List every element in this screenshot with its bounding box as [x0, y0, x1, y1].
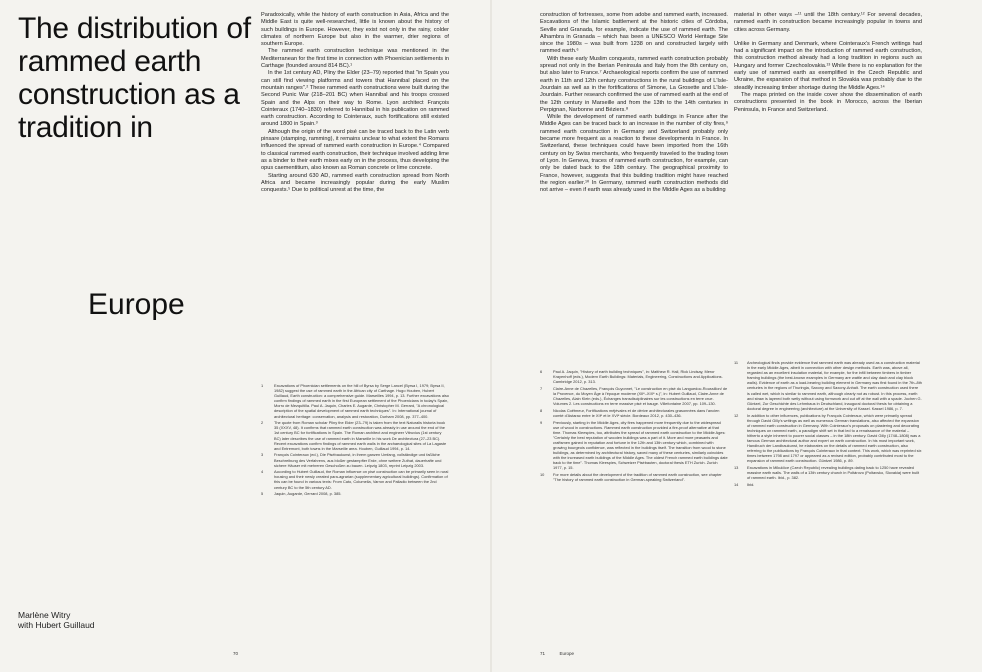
footnote: 7 Claire-Anne de Chazelles, François Guyonnet, "Le construction en pisé du Languedoc-Roussillon/ de la Provence, du Moyen Âge à l'époque moderne (XIIᵉ–XIXᵉ s.)", in: Hubert Guillaud, Claire-Anne de Chazelles, Alain Klein (eds.), Échanges transdisciplinaires sur les constructions en terre crue. Volumes 2. Les constructions en terre massive pisé et bauge. Villefontaine 2007, pp. 109–130. — [540, 385, 728, 407]
body-paragraph: While the development of rammed earth buildings in France after the Middle Ages can be traced back to an increase in the number of city fires,⁹ rammed earth construction in Germany and Switzerland probably only became more frequent as a reaction to these developments in France. In Switzerland, these techniques could have been imported from the 16th century on by Swiss merchants, who frequently traveled to the trading town of Lyon. In Geneva, traces of rammed earth construction, for example, can only be dated back to the 18th century. The geographical proximity to France, however, suggests that this building tradition might have reached the region earlier.¹⁰ In Germany, rammed earth construction methods did not arrive – even if earth was already used in the Middle Ages as a building — [540, 114, 728, 194]
running-head: Europe — [559, 651, 575, 656]
right-body-column-1 — [540, 12, 728, 194]
footnote: 13 Excavations in Mǐkulčice (Czech Republic) revealing buildings dating back to 1250 have revealed massive earth walls. The walls of a 13th century church in Poltárovo (Poltavsko, Slovakia) were built of rammed earth. Ibid., p. 382. — [734, 465, 920, 481]
author-credit — [18, 610, 95, 630]
footnote: 11 Archeological finds provide evidence that rammed earth was already used as a construction material in the early Middle Ages, albeit in connection with other design methods. Earth was, above all, regarded as an excellent insulation material, for example, for the infill between timbers in timber framing buildings (the best-known examples in Germany are wattle and clay daub and clay block walls). Evidence of earth as a load-bearing building element in Germany was first found in the 7th–8th centuries in the regions of Thuringia, Saxony and Saxony-Anhalt. The earth construction used there is called wet, which is similar to rammed earth, although clearly not as robust. In this process, earth and straw is layered both wetly without using formwork and cut off at the wall with a spade. Jochen G. Güntzel, Zur Geschichte des Lehmbaus in Deutschland, inaugural doctoral thesis for obtaining a doctoral degree in engineering (architecture) at the University of Kassel. Kassel 1986, p. 7. — [734, 360, 922, 411]
footnote: 9 Previously, starting in the Middle Ages, city fires happened more frequently due to the widespread use of wood in constructions. Rammed earth construction provided a fire-proof alternative at that time. Thomas Kleespies, too, attributes the spread of rammed earth construction to the Middle Ages: "Certainly the best reputation of wooden buildings was a part of it. More and more peasants and craftsmen gained in reputation and fortune in the 12th and 13th century which, combined with growing bourgeois confidence, was reflected in the buildings itself. The transition from wood to stone buildings, as determined by architectural history, saved many of these centuries, similarly coincides with the increased earth buildings of the Middle Ages. The oldest French rammed earth buildings date back to the time". Thomas Kleespies, Schweizer Pisébauten, doctoral thesis ETH Zurich. Zurich 1977, p. 15. — [540, 419, 728, 471]
footnote: 14 Ibid. — [734, 481, 755, 487]
body-paragraph: With these early Muslim conquests, rammed earth construction probably spread not only in the Iberian Peninsula and Italy from the 8th century on, but also later to France.⁷ Archaeological reports confirm the use of rammed earth in 11th and 12th century constructions in the rural buildings of L'Isle-Jourdain as well as in the fortifications of Simone, La Grosette and L'Isle-Jourdain. Further research confirmed the use of rammed earth at the end of the 12th century in Marseille and from the 13th to the 14th centuries in Perpignan, Narbonne and Béziers.⁸ — [540, 55, 728, 113]
page-number: 71 — [540, 651, 546, 656]
body-paragraph: Although the origin of the word pisé can be traced back to the Latin verb pinsare (stamping, ramming), it remains unclear to what extent the Romans influenced the spread of rammed earth construction in Europe.⁴ Compared to classical rammed earth construction, their technique involved adding lime as a binder to their earth mixes early on in the process, thus developing the opus caementitium, also known as Roman concrete or lime concrete. — [261, 128, 449, 172]
body-paragraph: Unlike in Germany and Denmark, where Cointeraux's French writings had had a significant impact on the introduction of rammed earth construction, this construction method already had a long tradition in regions such as Hungary and former Czechoslovakia.¹³ While there is no explanation for the early use of rammed earth as exemplified in the Czech Republic and Ukraine, the expansion of that method in Slovakia was probably due to the steadily increasing timber shortage during the Middle Ages.¹⁴ — [734, 40, 922, 91]
footnote: 12 In addition to other influences, publications by François Cointeraux, which were primarily spread through David Gilly's writings as well as numerous German translations, also affected the expansion of rammed earth construction in Germany. With Cointeraux's proposals on plastering and decorating techniques on rammed earth, a paradigm shift set in that led to a renaissance of the material – hitherto a style inherent to poorer social classes – in the 18th century. David Gilly (1748–1808) was a famous German architectural author and expert on earth construction. In his most important work, Handbuch der Landbaukunst, he elaborates on the details of rammed earth construction, also referring to the publications by François Cointeraux in that context. This work, which was reprinted six times between 1798 and 1797 or appeared as a revised edition, probably contributed most to the expansion of rammed earth construction. Güntzel 1986, p. 89. — [734, 412, 922, 464]
coauthor-name: with Hubert Guillaud — [18, 620, 95, 630]
right-footnotes-col2 — [734, 360, 922, 489]
left-footnotes — [261, 383, 449, 498]
body-paragraph: Paradoxically, while the history of earth construction in Asia, Africa and the Middle East is quite well-researched, little is known about the history of such buildings in Europe. However, they exist not only in the rainy, colder climates of northern Europe but also in the warmer, drier regions of southern Europe. — [261, 12, 449, 48]
footnote: 4 According to Hubert Guillaud, the Roman influence on pisé construction can be primarily seen in rural housing and their newly created para-agrarian (supplementary agricultural buildings). Confirmation of this can be found in various texts: From Cato, Columella, Varron and Palladio between the 2nd century BC to the 5th century AD. — [261, 469, 449, 490]
chapter-title: The distribution of rammed earth construction as a tradition in — [18, 12, 251, 144]
footnote: 3 François Cointeraux (ed.), Die Pisébaukunst, in ihrem ganzen Umfang, vollständige und faßliche Beschreibung des Verfahrens, aus bloßer gestampfter Erde, ohne weitere Zuthat, dauerhafte und sichere Häuser mit mehreren Geschoßen zu bauen. Leipzig 1803, reprint Leipzig 2003. — [261, 452, 442, 468]
page-number-left: 70 — [233, 651, 239, 656]
body-paragraph: construction of fortresses, some from adobe and rammed earth, increased. Excavations of the Islamic battlement at the historic cities of Córdoba, Seville and Granada, for example, indicate the use of rammed earth. The Alhambra in Granada – which has been a UNESCO World Heritage Site since the 1980s – was built from 1238 on and constructed largely with rammed earth.⁶ — [540, 12, 728, 55]
body-paragraph: Starting around 630 AD, rammed earth construction spread from North Africa and became increasingly popular during the early Muslim conquests.⁵ Due to political unrest at the time, the — [261, 172, 449, 194]
page-number-right — [540, 651, 574, 656]
right-footnotes-col1 — [540, 369, 728, 484]
footnote: 2 The quote from Roman scholar Pliny the Elder (23–79) is taken from the text Naturalis historia book 35 (XXXV, 48). It confirms that rammed earth construction was already in use around the end of the 1st century BC for fortifications in Spain. The Roman architect and engineer Vitruvius (1st century BC) later describes the use of rammed earth in Marseille in his work De architectura (27–23 BC). Recent excavations confirm findings of rammed earth walls in the archaeological sites of La Lagaste and Entremont, both towns in the Marseille area. Houben, Guillaud 1994, p. 14. — [261, 420, 447, 451]
left-body-column — [261, 12, 449, 194]
author-name: Marlène Witry — [18, 610, 71, 620]
body-paragraph: In the 1st century AD, Pliny the Elder (23–79) reported that "in Spain you can still find viewing platforms and towers that Hannibal placed on the mountain ranges".² These rammed earth constructions were built during the Second Punic War (218–201 BC) when Hannibal and his troops crossed Spain and the Alps on their way to Rome. Lyon architect François Cointeraux (1740–1830) referred to Hannibal in his publication on rammed earth construction. According to Cointeraux, such fortifications still existed around 1800 in Spain.³ — [261, 70, 449, 128]
body-paragraph: The rammed earth construction technique was mentioned in the Mediterranean for the first time in connection with Phoenician settlements in Carthage (founded around 814 BC).¹ — [261, 48, 449, 70]
gutter — [490, 0, 492, 672]
footnote: 10 For more details about the development of the tradition of rammed earth construction, see chapter "The history of rammed earth construction in German-speaking Switzerland". — [540, 472, 722, 483]
footnote: 1 Excavations of Phoenician settlements on the hill of Byrsa by Serge Lancel (Byrsa I, 1979; Byrsa II, 1982) suggest the use of rammed earth in the African city of Carthage. Hugo Houben, Hubert Guillaud, Earth construction: a comprehensive guide. Marseilles 1994, p. 13. Further excavations also confirm findings of rammed earth in the first European settlement of the Phoenicians in today's Spain, Morro de Mezquitilla. Paul A. Jaquin, Charles E. Augarde, Christopher M. Gerrard, "A chronological description of the spatial development of rammed earth techniques". In: International journal of architectural heritage: conservation, analysis and restoration, Durham 2008, pp. 377–400. — [261, 383, 449, 419]
footnote: 6 Paul A. Jaquin, "History of earth building techniques", in: Matthew R. Hall, Rick Lindsay, Meror Krayenhoff (eds.), Modern Earth Buildings: Materials, Engineering, Constructions and Applications. Cambridge 2012, p. 313. — [540, 369, 723, 385]
footnote: 5 Jaquin, Augarde, Gerrard 2008, p. 385. — [261, 491, 342, 497]
body-paragraph: The maps printed on the inside cover show the dissemination of earth constructions presented in the book in Morocco, across the Iberian Peninsula, in France and Switzerland. — [734, 91, 922, 113]
footnote: 8 Nicolas Coëtmeur, Fortifications méjévales et de dérive architecturales grasonnées dans l'ancien comté d'Astarac entre le XIIᵉ et le XVIᵉ siècle. Bordeaux 2012, p. 430–436. — [540, 407, 720, 418]
right-body-column-2 — [734, 12, 922, 114]
chapter-title-continued: Europe — [88, 288, 185, 321]
body-paragraph: material in other ways –¹¹ until the 18th century.¹² For several decades, rammed earth in construction became increasingly popular in towns and cities across Germany. — [734, 12, 922, 33]
